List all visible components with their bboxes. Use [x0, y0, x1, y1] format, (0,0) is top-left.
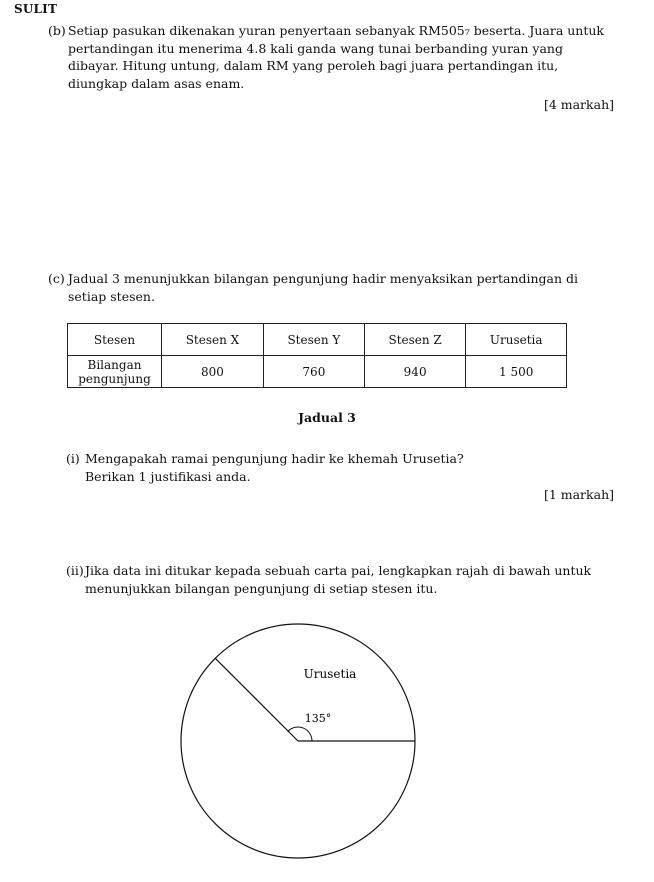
table-header-cell: Stesen Z — [364, 324, 466, 356]
question-b-text: Setiap pasukan dikenakan yuran penyertaan sebanyak RM505₇ beserta. Juara untuk pertandingan itu menerima 4.8 kali ganda wang tunai berbanding yuran yang dibayar. Hitung untung, dalam RM yang peroleh bagi juara pertandingan itu, diungkap dalam asas enam. — [68, 23, 605, 91]
table-header-cell: Urusetia — [466, 324, 567, 356]
question-c-i-label: (i) — [66, 451, 80, 466]
table-caption: Jadual 3 — [298, 410, 356, 425]
table-cell: 760 — [263, 356, 364, 388]
table-header-cell: Stesen X — [162, 324, 264, 356]
question-c-i-marks: [1 markah] — [543, 487, 614, 502]
pie-sector-label: Urusetia — [303, 667, 357, 681]
pie-radius-diagonal — [215, 658, 298, 741]
table-cell: 800 — [162, 356, 264, 388]
question-b-label: (b) — [48, 23, 66, 38]
question-c-ii-text: Jika data ini ditukar kepada sebuah carta pai, lengkapkan rajah di bawah untuk menunjukkan bilangan pengunjung di setiap stesen itu. — [85, 563, 592, 596]
question-c-ii-label: (ii) — [66, 563, 84, 578]
table-header-cell: Stesen Y — [263, 324, 364, 356]
table-cell: Bilangan pengunjung — [68, 356, 162, 388]
table-cell: 1 500 — [466, 356, 567, 388]
question-c-label: (c) — [48, 271, 65, 286]
pie-angle-label: 135° — [304, 712, 332, 725]
question-b-marks: [4 markah] — [543, 97, 614, 112]
question-c-i-text-1: Mengapakah ramai pengunjung hadir ke khemah Urusetia? — [85, 451, 464, 466]
table-cell: 940 — [364, 356, 466, 388]
question-c-i-text-2: Berikan 1 justifikasi anda. — [85, 468, 251, 484]
question-c-text: Jadual 3 menunjukkan bilangan pengunjung hadir menyaksikan pertandingan di setiap stesen. — [68, 271, 579, 304]
header-sulit: SULIT — [14, 2, 58, 16]
table-header-cell: Stesen — [68, 324, 162, 356]
